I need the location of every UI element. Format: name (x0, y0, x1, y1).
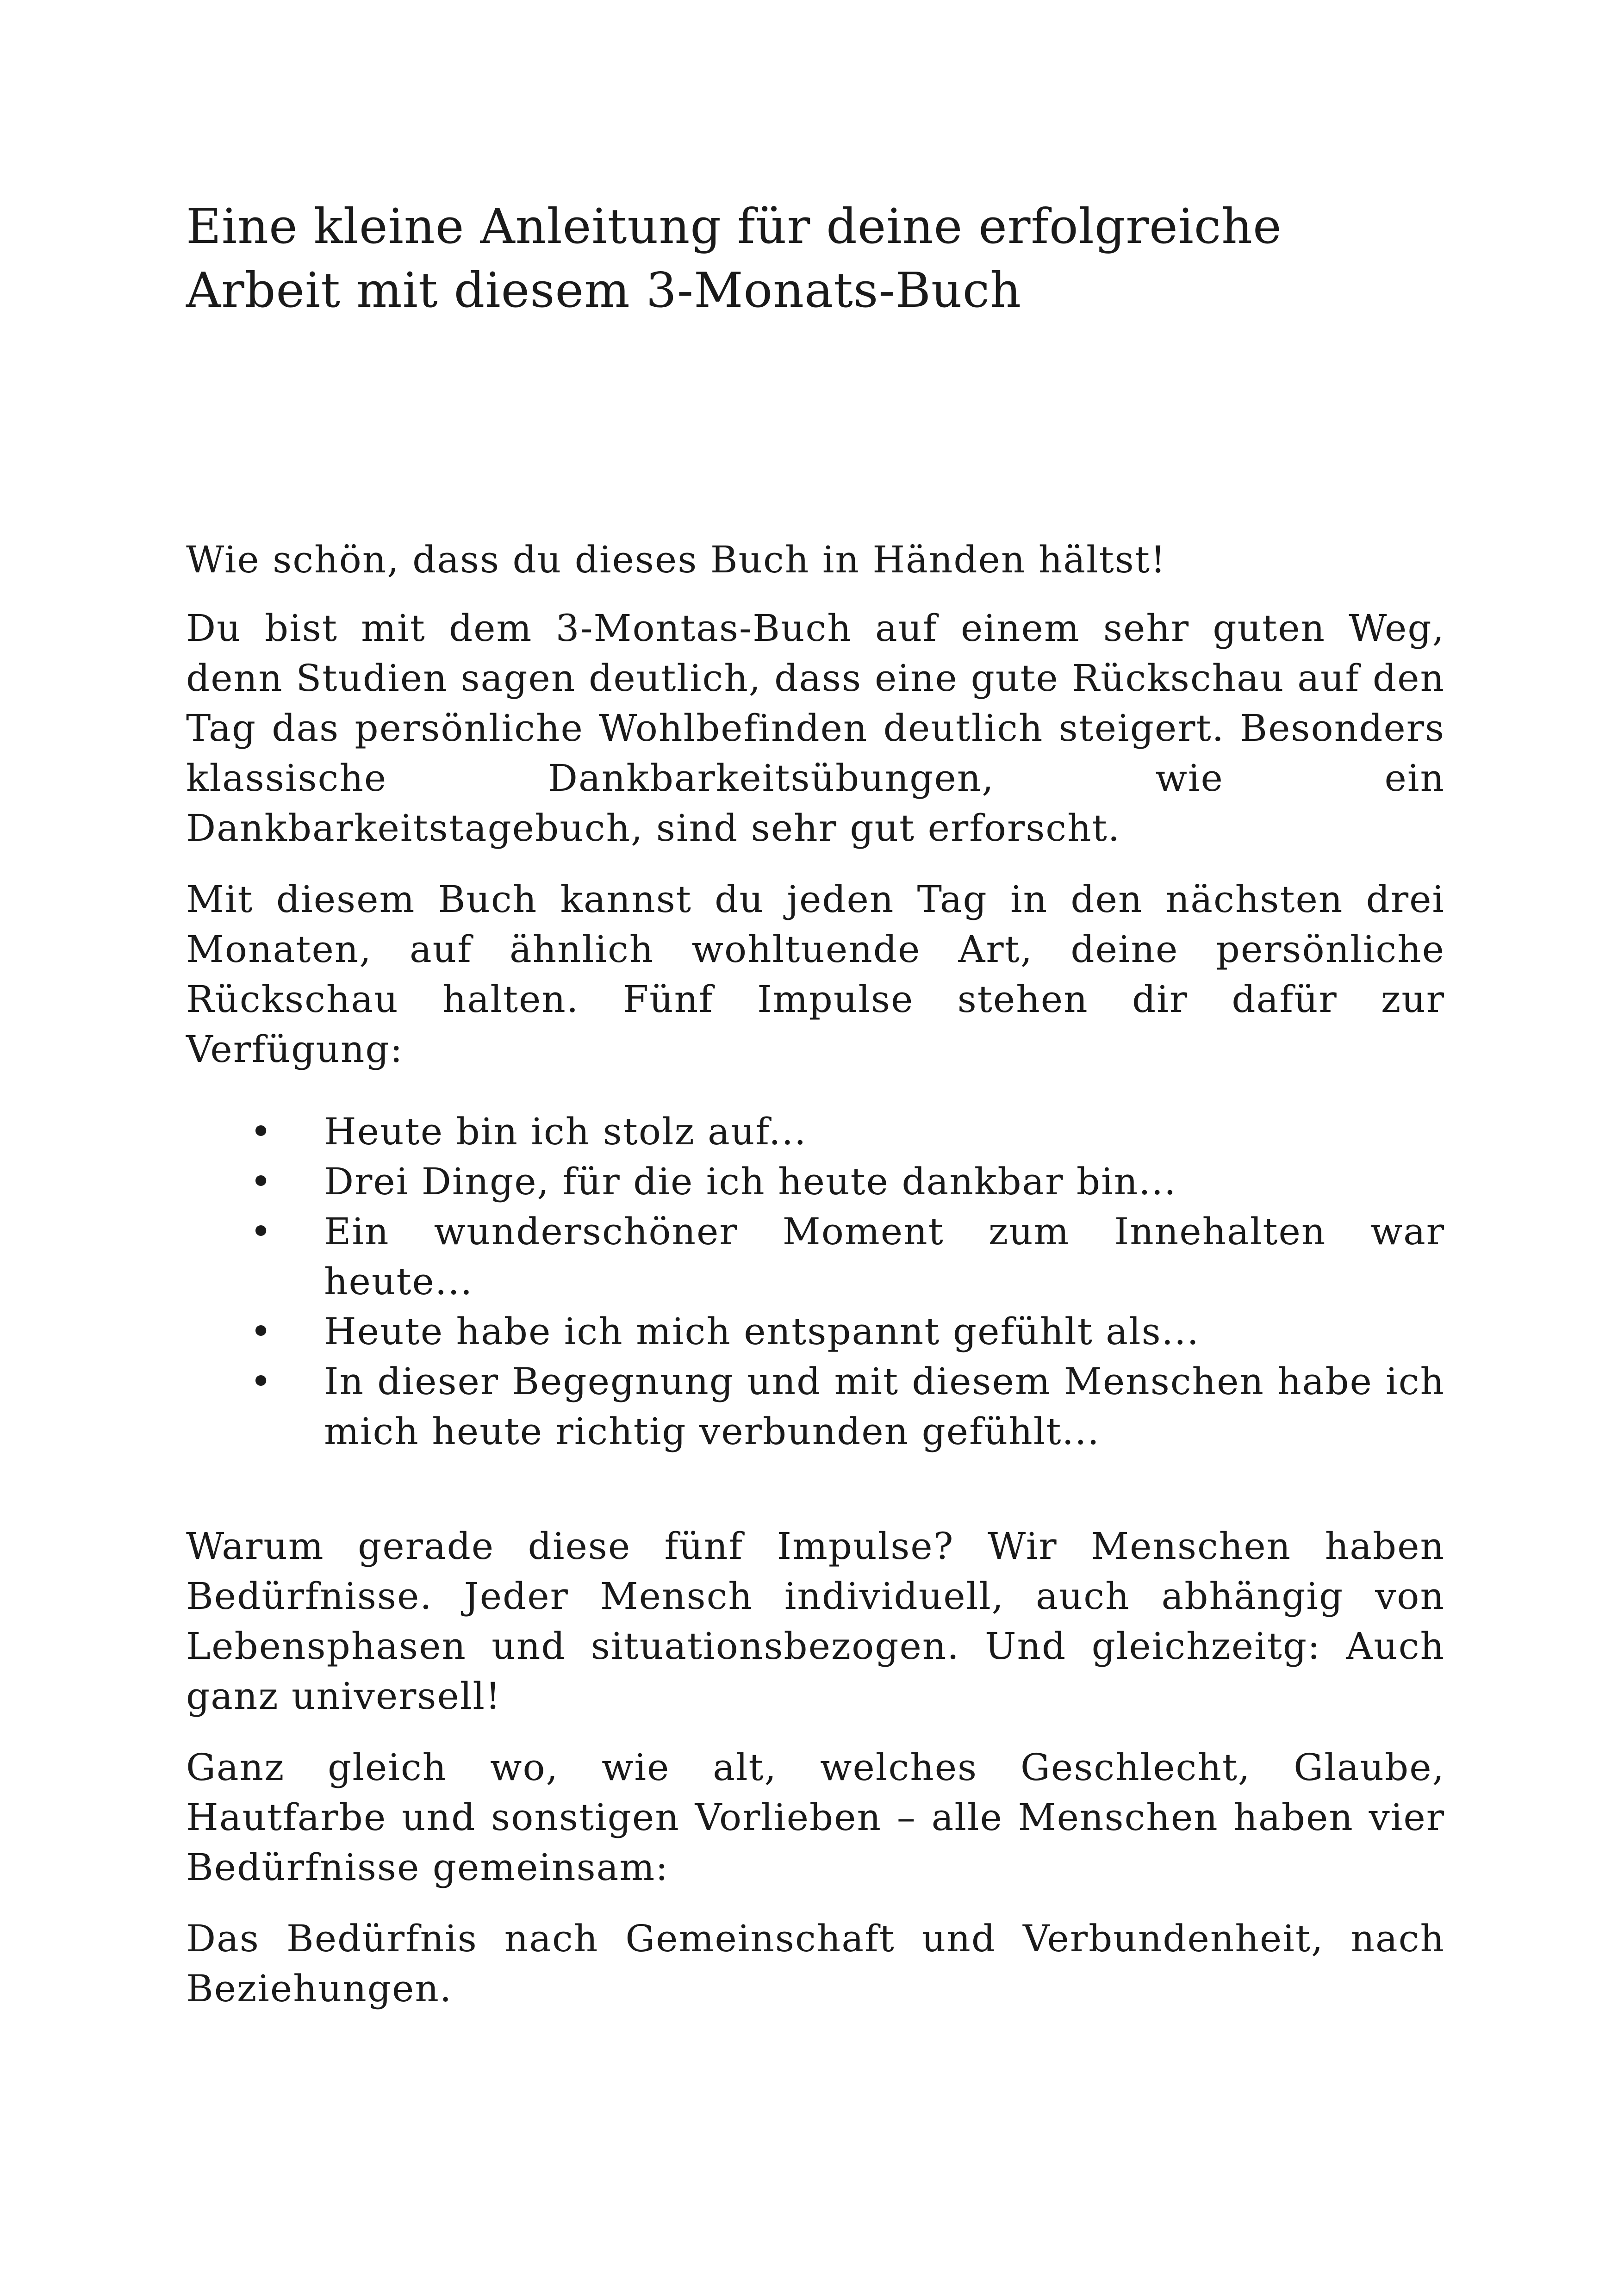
bullet-icon: • (250, 1160, 273, 1203)
document-page (186, 194, 1445, 2035)
body-paragraph: Du bist mit dem 3-Montas-Buch auf einem sehr guten Weg, denn Studien sagen deutlich, dass eine gute Rückschau auf den Tag das persönliche Wohlbefinden deutlich steigert. Besonders klassische Dankbarkeitsübungen, wie ein Dankbarkeitstagebuch, sind sehr gut erforscht. (186, 607, 1445, 850)
bullet-icon: • (250, 1310, 273, 1353)
page-heading: Eine kleine Anleitung für deine erfolgreiche Arbeit mit diesem 3-Monats-Buch (186, 198, 1282, 318)
list-item-text: Heute habe ich mich entspannt gefühlt als... (324, 1310, 1200, 1353)
intro-paragraph: Wie schön, dass du dieses Buch in Händen hältst! (186, 538, 1167, 581)
body-paragraph: Das Bedürfnis nach Gemeinschaft und Verbundenheit, nach Beziehungen. (186, 1917, 1445, 2010)
bullet-icon: • (250, 1110, 273, 1153)
impulse-list (186, 1107, 1445, 1457)
body-paragraph: Warum gerade diese fünf Impulse? Wir Menschen haben Bedürfnisse. Jeder Mensch individuell, auch abhängig von Lebensphasen und situationsbezogen. Und gleichzeitg: Auch ganz universell! (186, 1525, 1445, 1718)
list-item-text: Heute bin ich stolz auf... (324, 1110, 807, 1153)
body-paragraph: Mit diesem Buch kannst du jeden Tag in den nächsten drei Monaten, auf ähnlich wohltuende Art, deine persönliche Rückschau halten. Fünf Impulse stehen dir dafür zur Verfügung: (186, 878, 1445, 1071)
body-paragraph: Ganz gleich wo, wie alt, welches Geschlecht, Glaube, Hautfarbe und sonstigen Vorlieben – alle Menschen haben vier Bedürfnisse gemeinsam: (186, 1746, 1445, 1889)
list-item-text: Drei Dinge, für die ich heute dankbar bin... (324, 1160, 1177, 1203)
document-body (186, 535, 1445, 2014)
bullet-icon: • (250, 1210, 273, 1253)
list-item-text: In dieser Begegnung und mit diesem Menschen habe ich mich heute richtig verbunden gefühlt... (324, 1360, 1445, 1453)
list-item (250, 1207, 1445, 1307)
list-item (250, 1107, 1445, 1157)
list-item-text: Ein wunderschöner Moment zum Innehalten war heute... (324, 1210, 1445, 1303)
bullet-icon: • (250, 1360, 273, 1403)
list-item (250, 1357, 1445, 1457)
list-item (250, 1307, 1445, 1357)
list-item (250, 1157, 1445, 1207)
